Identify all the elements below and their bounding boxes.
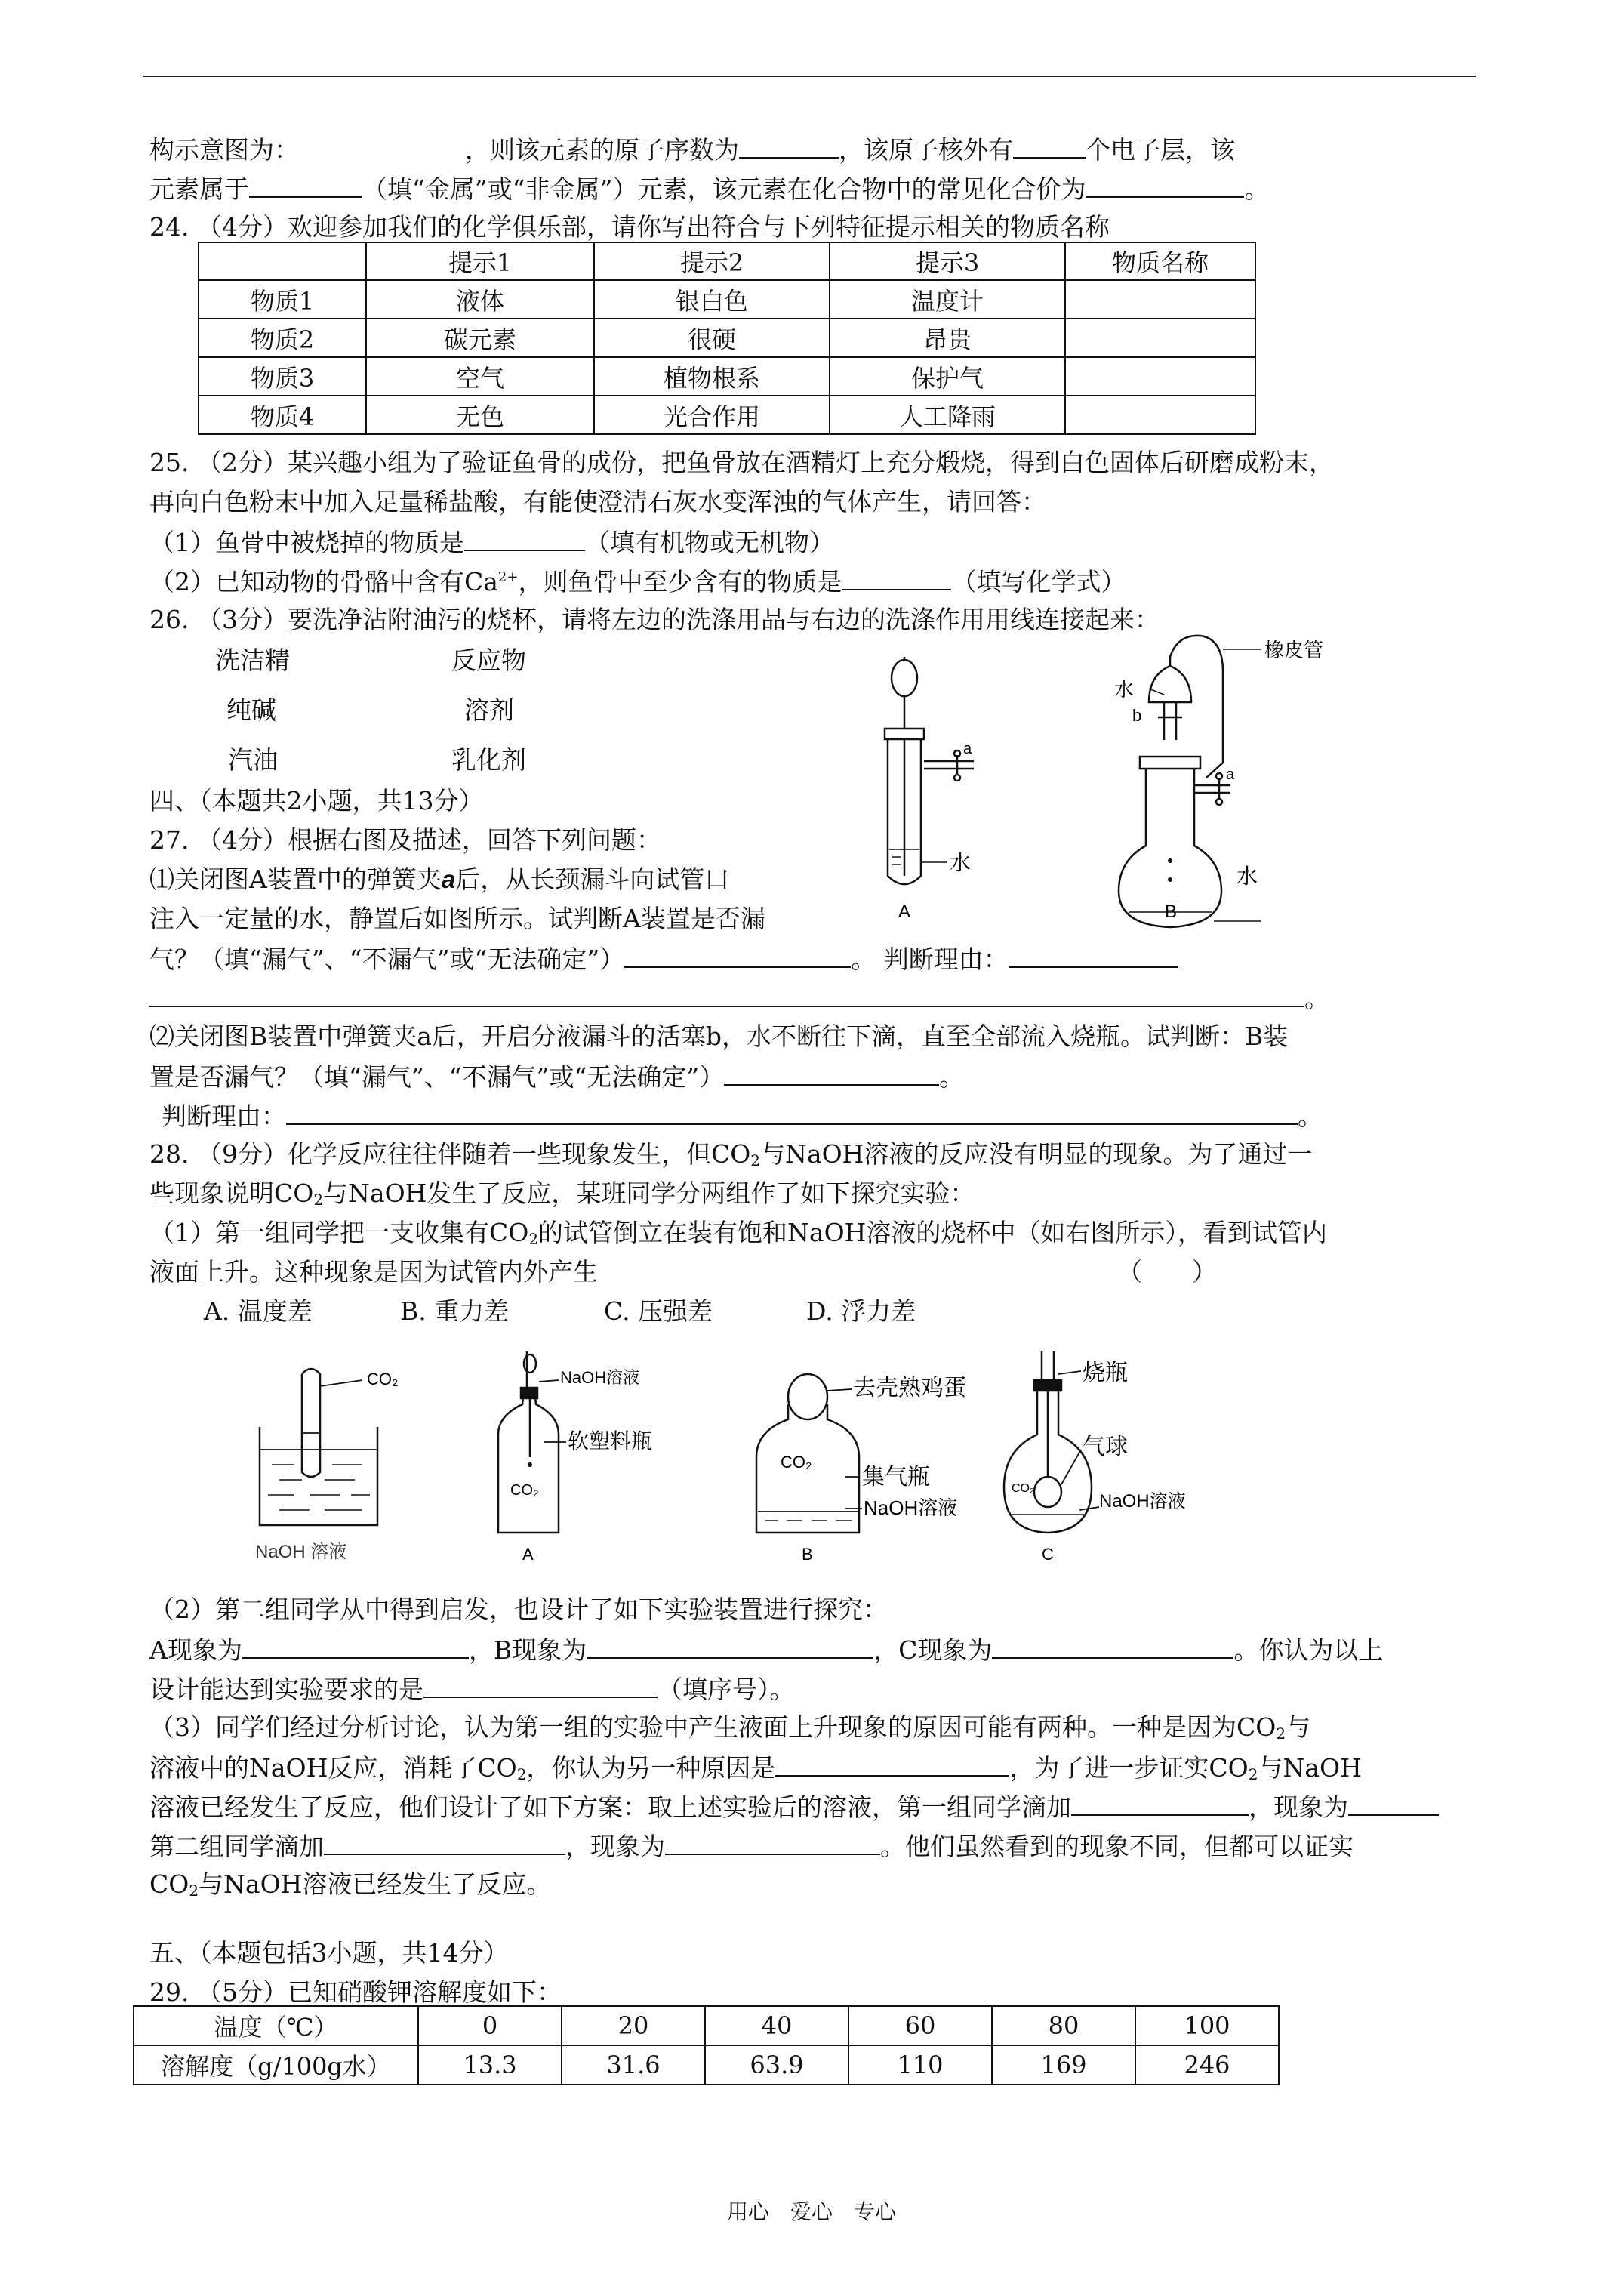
egg-label: 去壳熟鸡蛋 xyxy=(853,1376,966,1401)
table-cell: 提示2 xyxy=(594,242,830,280)
apparatus-a-label: A xyxy=(898,901,911,922)
section-4-heading: 四、（本题共2小题，共13分） xyxy=(149,786,484,815)
q28-option[interactable]: C. 压强差 xyxy=(604,1296,713,1326)
answer-blank[interactable] xyxy=(242,1636,469,1659)
answer-blank[interactable] xyxy=(149,985,1304,1007)
table-row: 物质4 无色 光合作用 人工降雨 xyxy=(199,396,1255,434)
table-row: 物质3 空气 植物根系 保护气 xyxy=(199,357,1255,396)
q28-line1: 28. （9分）化学反应往往伴随着一些现象发生，但$CO_2$与NaOH溶液的反应没有明显的现象。为了通过一 xyxy=(149,1139,1313,1170)
answer-blank[interactable] xyxy=(286,1102,1298,1125)
answer-blank[interactable] xyxy=(249,175,362,198)
beaker-co2-label: CO₂ xyxy=(367,1370,399,1388)
flask-naoh-label: NaOH溶液 xyxy=(1099,1491,1186,1512)
q26-right-item[interactable]: 反应物 xyxy=(451,646,526,675)
beaker-naoh-label: NaOH 溶液 xyxy=(255,1542,347,1562)
answer-blank[interactable] xyxy=(587,1636,873,1659)
answer-cell[interactable] xyxy=(1065,319,1255,357)
q23-line1: 构示意图为： ，则该元素的原子序数为 ，该原子核外有 个电子层，该 xyxy=(149,135,1235,165)
q28-answer-bracket[interactable]: （ ） xyxy=(1117,1257,1217,1287)
table-cell: 物质名称 xyxy=(1065,242,1255,280)
q26-title: 26. （3分）要洗净沾附油污的烧杯，请将左边的洗涤用品与右边的洗涤作用用线连接起来： xyxy=(149,605,1160,634)
flask-co2-label: CO₂ xyxy=(1012,1482,1035,1495)
header-rule xyxy=(143,76,1476,77)
page-footer: 用心 爱心 专心 xyxy=(726,2199,896,2224)
apparatus-b-label: B xyxy=(1165,901,1178,922)
q28-q3-line1: （3）同学们经过分析讨论，认为第一组的实验中产生液面上升现象的原因可能有两种。一种是因为$CO_2$与 xyxy=(149,1712,1311,1743)
q24-title: 24. （4分）欢迎参加我们的化学俱乐部，请你写出符合与下列特征提示相关的物质名称 xyxy=(149,212,1110,242)
q28-option[interactable]: B. 重力差 xyxy=(400,1296,510,1326)
beaker-with-tube xyxy=(260,1369,377,1525)
answer-blank[interactable] xyxy=(1086,175,1244,198)
table-cell xyxy=(199,242,366,280)
q26-left-item[interactable]: 汽油 xyxy=(228,745,278,775)
q27-line3: 气？（填“漏气”、“不漏气”或“无法确定”） 。 判断理由： xyxy=(149,945,1178,972)
apparatus-a-water-label: 水 xyxy=(950,851,972,874)
apparatus-a xyxy=(885,657,974,884)
section-5-heading: 五、（本题包括3小题，共14分） xyxy=(149,1938,509,1968)
apparatus-b-stopcock-label: b xyxy=(1132,706,1142,725)
q28-line2: 些现象说明$CO_2$与NaOH发生了反应，某班同学分两组作了如下探究实验： xyxy=(149,1179,975,1209)
bottle-label: 软塑料瓶 xyxy=(568,1429,653,1453)
q27-title: 27. （4分）根据右图及描述，回答下列问题： xyxy=(149,825,661,855)
answer-blank[interactable] xyxy=(1071,1793,1249,1816)
table-cell: 提示3 xyxy=(830,242,1065,280)
q26-right-item[interactable]: 溶剂 xyxy=(464,695,514,725)
q24-table xyxy=(198,242,1256,435)
q27-line1: ⑴关闭图A装置中的弹簧夹a后，从长颈漏斗向试管口 xyxy=(149,864,730,894)
q25-q1: （1）鱼骨中被烧掉的物质是 （填有机物或无机物） xyxy=(149,528,834,557)
jar-co2-label: CO₂ xyxy=(781,1453,812,1472)
table-row: 溶解度（g/100g水） 13.3 31.6 63.9 110 169 246 xyxy=(134,2045,1279,2085)
answer-blank[interactable] xyxy=(324,1832,565,1855)
apparatus-b-label: B xyxy=(802,1545,813,1564)
q23-line2: 元素属于 （填“金属”或“非金属”）元素，该元素在化合物中的常见化合价为 。 xyxy=(149,174,1270,204)
answer-blank[interactable] xyxy=(739,136,839,159)
apparatus-a-clip-label: a xyxy=(963,741,972,757)
q27-line7: 判断理由： 。 xyxy=(162,1102,1323,1131)
apparatus-b-top-water-label: 水 xyxy=(1114,678,1135,701)
answer-blank[interactable] xyxy=(1009,945,1178,968)
answer-blank[interactable] xyxy=(464,529,585,551)
answer-blank[interactable] xyxy=(665,1832,880,1855)
answer-cell[interactable] xyxy=(1065,396,1255,434)
q28-q3-line3: 溶液已经发生了反应，他们设计了如下方案：取上述实验后的溶液，第一组同学滴加 ，现象为 xyxy=(149,1793,1439,1820)
q25-line2: 再向白色粉末中加入足量稀盐酸，有能使澄清石灰水变浑浊的气体产生，请回答： xyxy=(149,487,1046,516)
q28-option[interactable]: A. 温度差 xyxy=(204,1296,313,1326)
answer-blank[interactable] xyxy=(423,1675,658,1698)
answer-blank[interactable] xyxy=(992,1636,1233,1659)
q29-solubility-table xyxy=(133,2005,1280,2085)
table-cell: 提示1 xyxy=(366,242,594,280)
q27-line6: 置是否漏气？（填“漏气”、“不漏气”或“无法确定”） 。 xyxy=(149,1062,965,1092)
q27-line5: ⑵关闭图B装置中弹簧夹a后，开启分液漏斗的活塞b，水不断往下滴，直至全部流入烧瓶。试判断：B装 xyxy=(149,1022,1289,1051)
flask-label: 烧瓶 xyxy=(1083,1361,1128,1385)
q28-option[interactable]: D. 浮力差 xyxy=(806,1296,916,1326)
bottle-co2-label: CO₂ xyxy=(510,1482,539,1499)
balloon-label: 气球 xyxy=(1083,1435,1128,1459)
table-row: 物质1 液体 银白色 温度计 xyxy=(199,280,1255,319)
q25-line1: 25. （2分）某兴趣小组为了验证鱼骨的成份，把鱼骨放在酒精灯上充分煅烧，得到白色固体后研磨成粉末， xyxy=(149,448,1334,477)
q28-q3-line5: $CO_2$与NaOH溶液已经发生了反应。 xyxy=(149,1869,552,1900)
answer-blank[interactable] xyxy=(1348,1793,1439,1816)
answer-blank[interactable] xyxy=(842,568,951,590)
q26-right-item[interactable]: 乳化剂 xyxy=(451,745,526,775)
q26-left-item[interactable]: 洗洁精 xyxy=(215,646,290,675)
answer-cell[interactable] xyxy=(1065,280,1255,319)
q28-q3-line2: 溶液中的NaOH反应，消耗了$CO_2$，你认为另一种原因是 ，为了进一步证实$CO_2$与NaOH xyxy=(149,1753,1362,1783)
answer-blank[interactable] xyxy=(624,945,851,968)
table-row: 温度（℃） 0 20 40 60 80 100 xyxy=(134,2006,1279,2045)
apparatus-b-tube-label: 橡皮管 xyxy=(1264,639,1324,661)
bottle-naoh-label: NaOH溶液 xyxy=(560,1368,640,1387)
q27-apparatus-figure xyxy=(868,627,1336,929)
table-row: 物质2 碳元素 很硬 昂贵 xyxy=(199,319,1255,357)
apparatus-a-label: A xyxy=(522,1545,534,1564)
q28-experiment-figure xyxy=(249,1344,1186,1578)
q28-q2-line1: A现象为 ，B现象为 ，C现象为 。你认为以上 xyxy=(149,1635,1384,1665)
apparatus-b-water-label: 水 xyxy=(1236,864,1258,888)
jar-naoh-label: NaOH溶液 xyxy=(864,1496,958,1519)
answer-blank[interactable] xyxy=(775,1754,1009,1777)
answer-blank[interactable] xyxy=(1013,136,1086,159)
jar-label: 集气瓶 xyxy=(862,1465,930,1490)
q28-q2: （2）第二组同学从中得到启发，也设计了如下实验装置进行探究： xyxy=(149,1595,888,1624)
q26-left-item[interactable]: 纯碱 xyxy=(226,695,276,725)
q28-q2-line2: 设计能达到实验要求的是 （填序号）。 xyxy=(149,1675,795,1704)
q28-line3: （1）第一组同学把一支收集有$CO_2$的试管倒立在装有饱和NaOH溶液的烧杯中（如右图所示），看到试管内 xyxy=(149,1218,1327,1248)
q28-q3-line4: 第二组同学滴加 ，现象为 。他们虽然看到的现象不同，但都可以证实 xyxy=(149,1832,1354,1861)
q27-line2: 注入一定量的水，静置后如图所示。试判断A装置是否漏 xyxy=(149,904,765,933)
q25-q2: （2）已知动物的骨骼中含有$Ca^{2+}$，则鱼骨中至少含有的物质是 （填写化学式） xyxy=(149,567,1126,596)
q28-line4: 液面上升。这种现象是因为试管内外产生 xyxy=(149,1257,598,1287)
apparatus-c-label: C xyxy=(1042,1545,1054,1564)
q27-line4: 。 xyxy=(149,985,1329,1011)
answer-cell[interactable] xyxy=(1065,357,1255,396)
q29-title: 29. （5分）已知硝酸钾溶解度如下： xyxy=(149,1977,562,2007)
apparatus-b-clip-label: a xyxy=(1226,766,1235,783)
answer-blank[interactable] xyxy=(724,1063,939,1086)
